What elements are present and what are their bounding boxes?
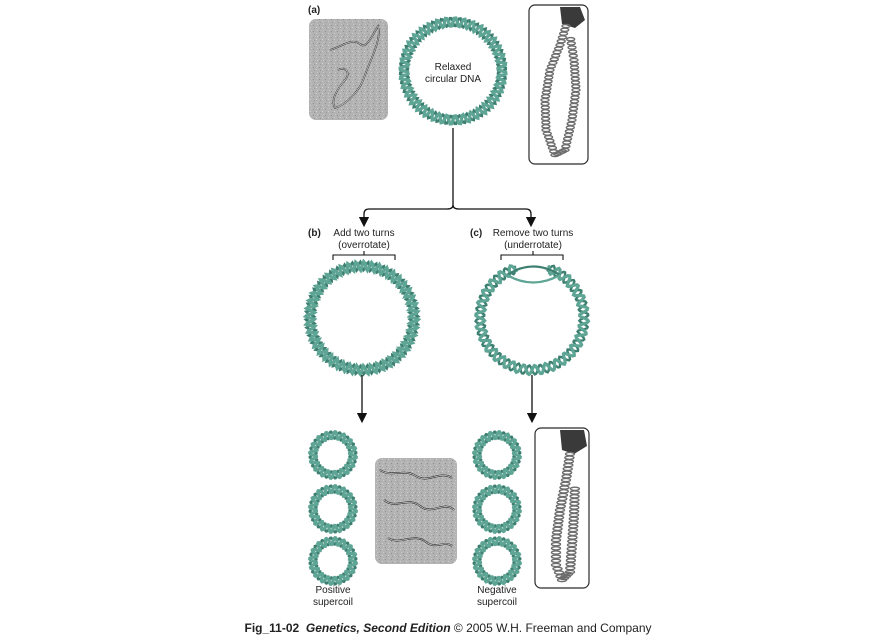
supercoil-loop-2-strand-front (310, 486, 357, 533)
supercoil-loop-2-strand-front (474, 486, 521, 533)
caption-book-title: Genetics, Second Edition (305, 621, 451, 635)
supercoil-loop-3-strand-front (474, 538, 521, 585)
relaxed-label-line2: circular DNA (424, 74, 482, 85)
panel-b-action-line1: Add two turns (333, 228, 395, 239)
positive-supercoil-line2: supercoil (312, 597, 354, 608)
panel-c-action-line2: (underrotate) (504, 240, 562, 251)
micrograph-relaxed-dna (309, 19, 388, 120)
figure-caption (0, 621, 896, 635)
supercoil-loop (474, 432, 521, 479)
circB-strand-front (306, 262, 419, 375)
model-photo-relaxed (529, 5, 588, 164)
panel-c-bracket (501, 251, 563, 260)
overrotated-circular-dna (306, 262, 419, 375)
panel-b-bracket (333, 251, 395, 260)
caption-fig-id: Fig_11-02 (244, 621, 300, 635)
positive-supercoil (310, 432, 357, 585)
positive-supercoil-line1: Positive (315, 585, 351, 596)
supercoil-loop (310, 432, 357, 479)
branch-connectors (364, 128, 531, 222)
panel-c-label: (c) (470, 228, 483, 239)
caption-credit: © 2005 W.H. Freeman and Company (453, 621, 652, 635)
relaxed-label-line1: Relaxed (434, 62, 472, 73)
supercoil-loop-1-strand-front (310, 432, 357, 479)
micrograph-supercoiled-dna (375, 458, 457, 564)
supercoil-loop (310, 486, 357, 533)
model-photo-negative-supercoil (535, 428, 589, 588)
negative-supercoil (474, 432, 521, 585)
negative-supercoil-line2: supercoil (476, 597, 518, 608)
supercoil-loop-1-strand-front (474, 432, 521, 479)
supercoil-loop (474, 538, 521, 585)
panel-a-label: (a) (308, 5, 321, 16)
panel-b-label: (b) (308, 228, 321, 239)
supercoil-loop (474, 486, 521, 533)
unwound-strand-bottom (507, 275, 560, 283)
supercoil-loop-3-strand-front (310, 538, 357, 585)
panel-b-action-line2: (overrotate) (338, 240, 390, 251)
panel-c-action-line1: Remove two turns (492, 228, 574, 239)
supercoil-loop (310, 538, 357, 585)
negative-supercoil-line1: Negative (477, 585, 517, 596)
